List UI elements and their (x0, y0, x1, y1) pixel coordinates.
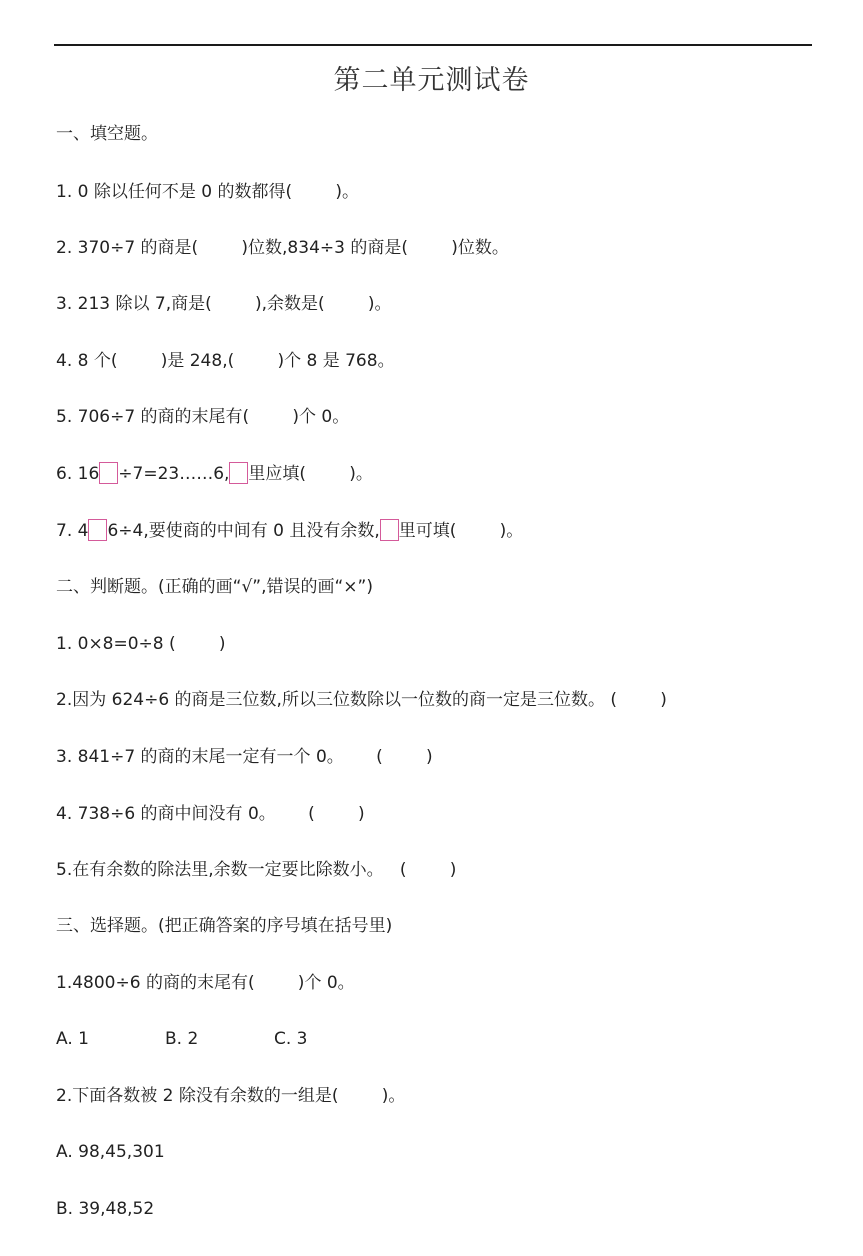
section-heading-true-false: 二、判断题。(正确的画“√”,错误的画“×”) (56, 577, 373, 597)
question-2-5: 5.在有余数的除法里,余数一定要比除数小。 ( ) (56, 860, 457, 880)
question-1-2: 2. 370÷7 的商是( )位数,834÷3 的商是( )位数。 (56, 238, 509, 258)
question-1-3: 3. 213 除以 7,商是( ),余数是( )。 (56, 294, 392, 314)
blank-box (229, 462, 248, 484)
question-1-7-part-c: 里可填( )。 (398, 521, 524, 541)
question-1-7 (56, 519, 523, 543)
blank-box (380, 519, 399, 541)
question-1-6-part-a: 6. 16 (56, 464, 100, 484)
blank-box (88, 519, 107, 541)
question-1-1: 1. 0 除以任何不是 0 的数都得( )。 (56, 182, 359, 202)
question-3-2-option-b: B. 39,48,52 (56, 1199, 155, 1219)
question-3-1: 1.4800÷6 的商的末尾有( )个 0。 (56, 973, 355, 993)
page-title: 第二单元测试卷 (333, 65, 530, 96)
section-heading-multiple-choice: 三、选择题。(把正确答案的序号填在括号里) (56, 916, 393, 936)
question-1-7-part-b: 6÷4,要使商的中间有 0 且没有余数, (107, 521, 380, 541)
question-1-6-part-c: 里应填( )。 (248, 464, 373, 484)
question-3-1-options (56, 1027, 383, 1051)
question-2-2: 2.因为 624÷6 的商是三位数,所以三位数除以一位数的商一定是三位数。 ( ) (56, 690, 667, 710)
question-2-4: 4. 738÷6 的商中间没有 0。 ( ) (56, 804, 365, 824)
question-1-7-part-a: 7. 4 (56, 521, 89, 541)
question-3-2-option-a: A. 98,45,301 (56, 1142, 165, 1162)
question-1-6 (56, 462, 373, 486)
top-rule (54, 44, 812, 46)
option-c: C. 3 (274, 1029, 308, 1049)
question-1-5: 5. 706÷7 的商的末尾有( )个 0。 (56, 407, 350, 427)
option-b: B. 2 (165, 1029, 199, 1049)
question-2-3: 3. 841÷7 的商的末尾一定有一个 0。 ( ) (56, 747, 433, 767)
question-3-2: 2.下面各数被 2 除没有余数的一组是( )。 (56, 1086, 406, 1106)
blank-box (99, 462, 118, 484)
question-1-6-part-b: ÷7=23……6, (118, 464, 230, 484)
section-heading-fill-blank: 一、填空题。 (56, 124, 158, 144)
question-1-4: 4. 8 个( )是 248,( )个 8 是 768。 (56, 351, 395, 371)
option-a: A. 1 (56, 1029, 89, 1049)
question-2-1: 1. 0×8=0÷8 ( ) (56, 634, 226, 654)
